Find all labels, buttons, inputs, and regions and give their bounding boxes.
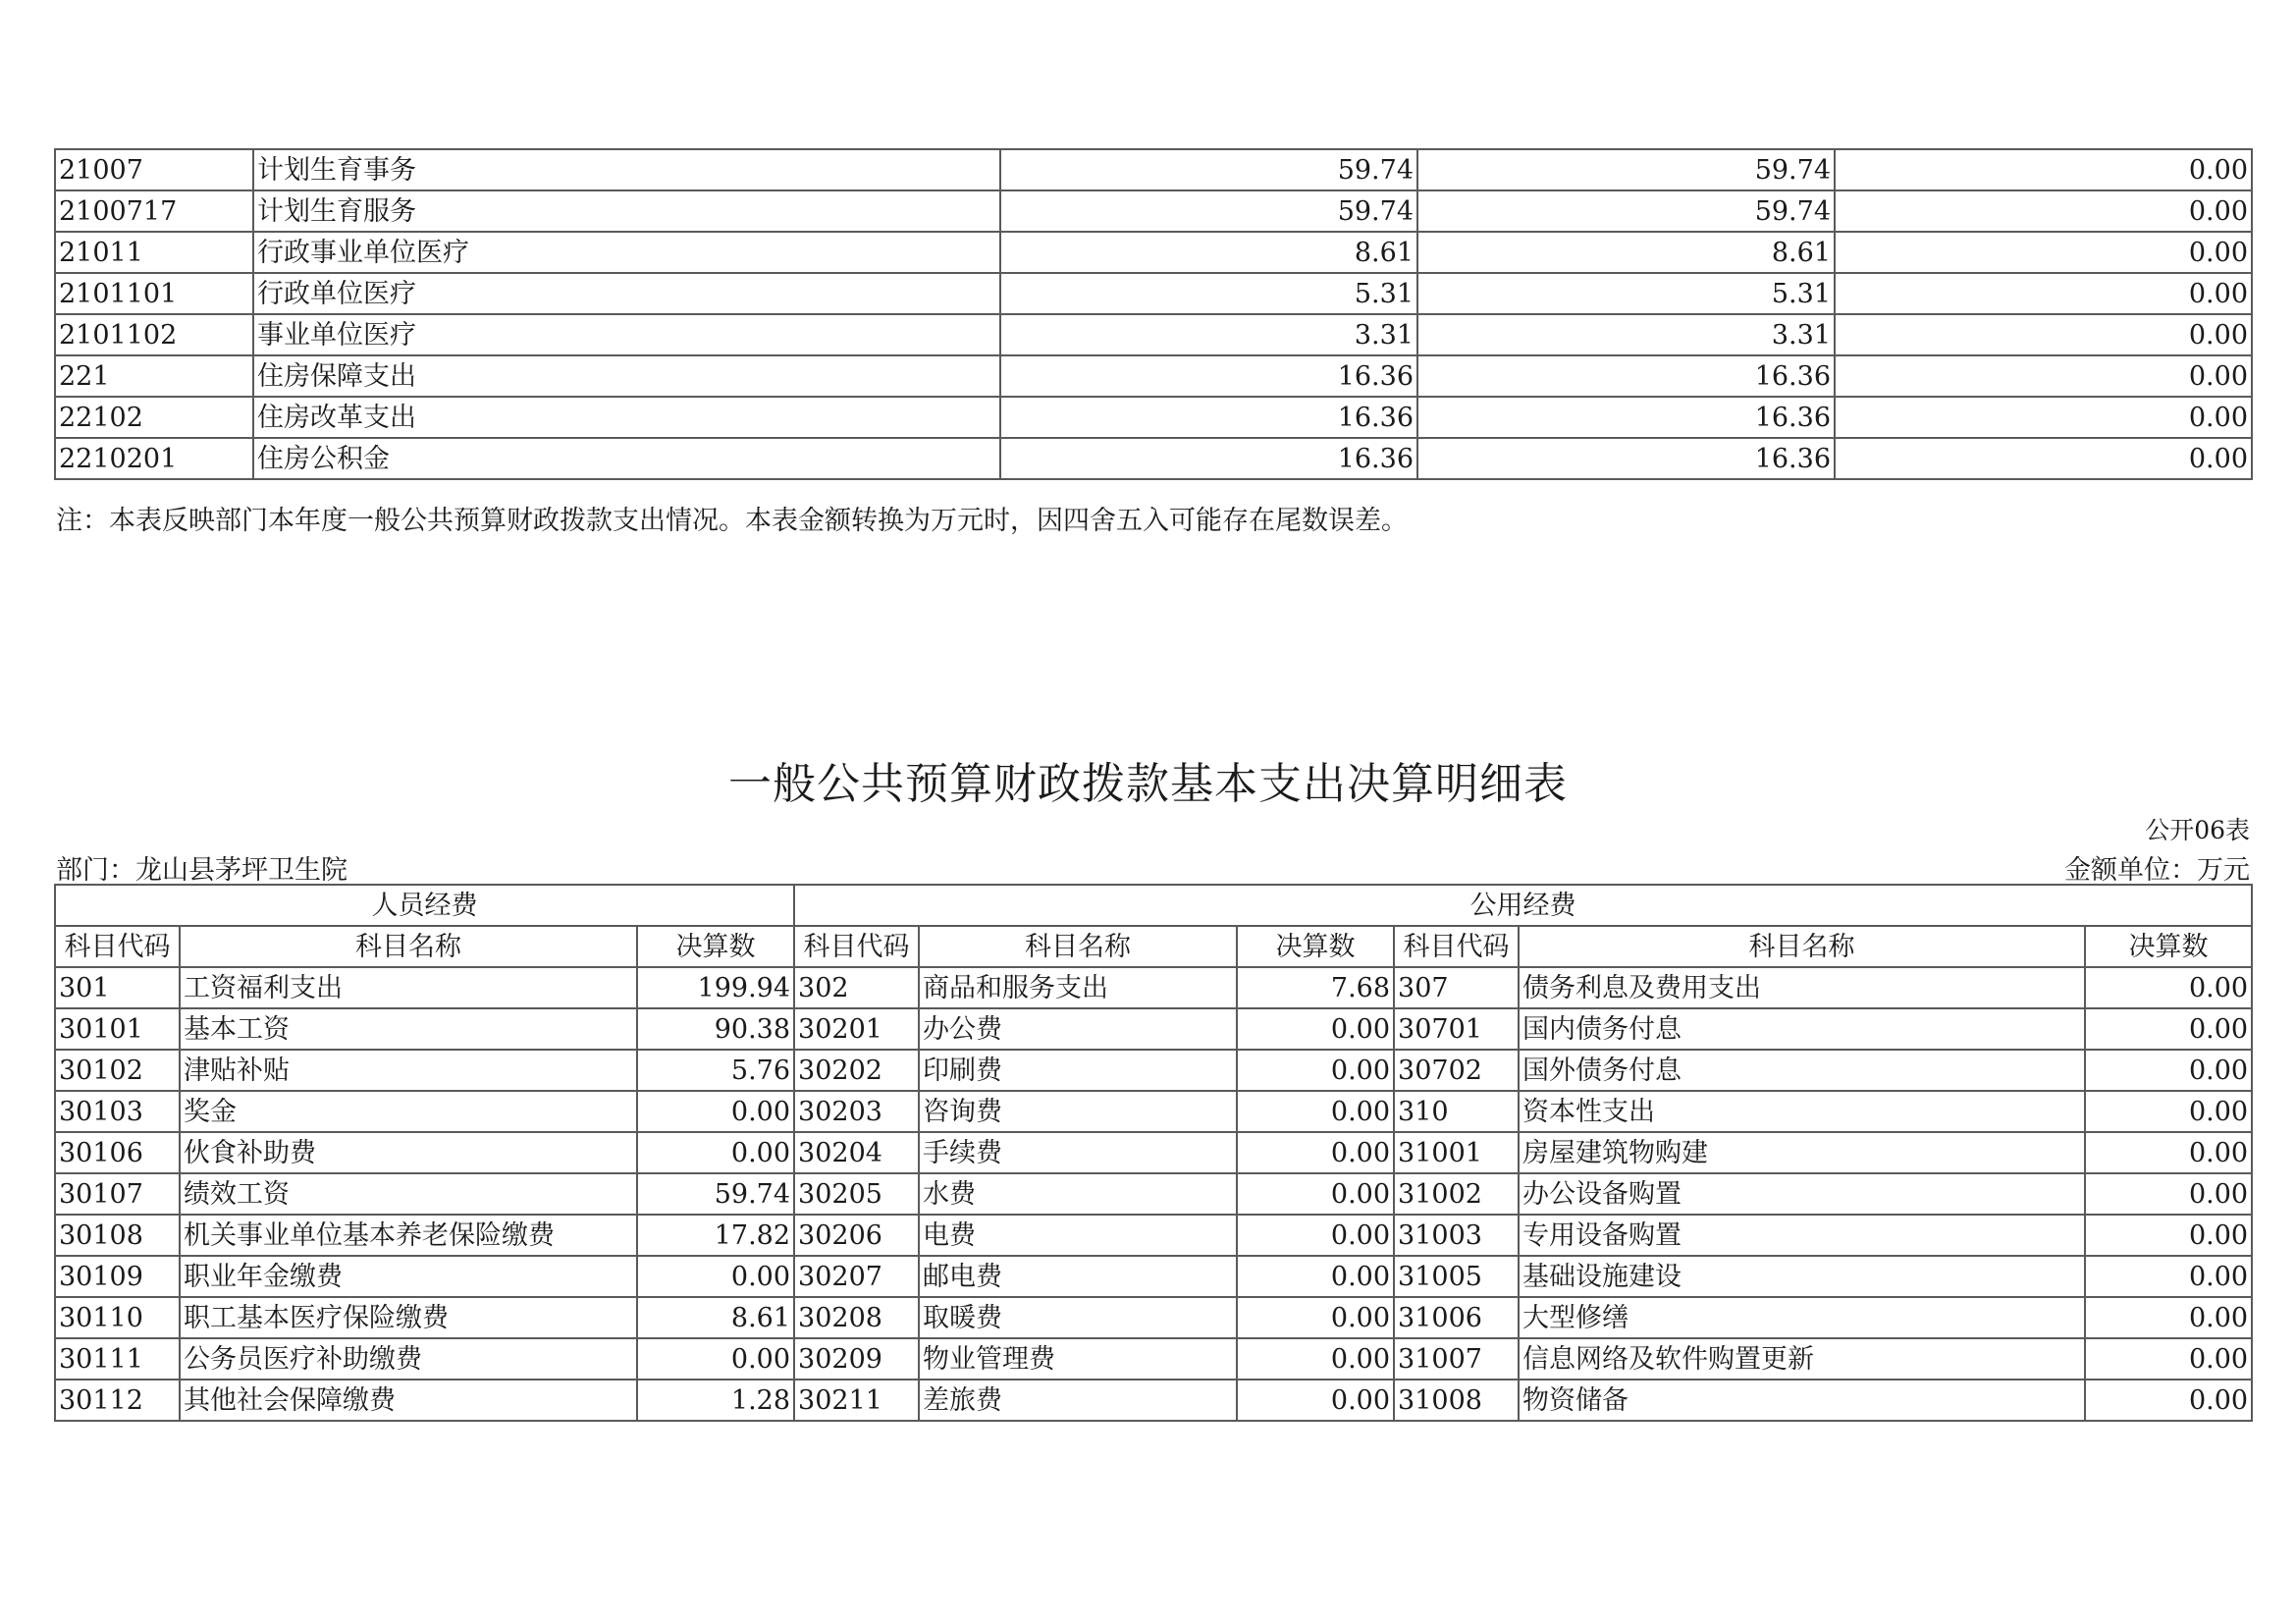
personnel-name-cell: 职业年金缴费	[180, 1256, 637, 1297]
public-name-cell: 手续费	[919, 1132, 1237, 1173]
personnel-name-cell: 伙食补助费	[180, 1132, 637, 1173]
public-code-cell: 31003	[1394, 1215, 1519, 1256]
table-row	[55, 397, 2252, 438]
personnel-name-cell: 其他社会保障缴费	[180, 1380, 637, 1421]
detail-table-body	[55, 967, 2252, 1421]
public-amount-cell: 0.00	[2085, 1008, 2252, 1050]
basic-expense-cell: 5.31	[1417, 273, 1835, 314]
table-row	[55, 1297, 2252, 1338]
table-row	[55, 232, 2252, 273]
personnel-amount-cell: 0.00	[637, 1338, 794, 1380]
personnel-amount-cell: 1.28	[637, 1380, 794, 1421]
public-amount-cell: 0.00	[1237, 1297, 1394, 1338]
public-code-cell: 30202	[794, 1050, 919, 1091]
public-code-cell: 30209	[794, 1338, 919, 1380]
personnel-amount-cell: 5.76	[637, 1050, 794, 1091]
personnel-code-cell: 30101	[55, 1008, 180, 1050]
basic-expense-cell: 16.36	[1417, 355, 1835, 397]
public-amount-cell: 0.00	[2085, 1050, 2252, 1091]
table-row	[55, 438, 2252, 479]
subject-code-cell: 2101101	[55, 273, 253, 314]
public-expense-header: 公用经费	[794, 885, 2252, 926]
public-amount-cell: 0.00	[2085, 1256, 2252, 1297]
public-code-cell: 30206	[794, 1215, 919, 1256]
column-header-amount: 决算数	[1237, 926, 1394, 967]
table-row	[55, 314, 2252, 355]
public-name-cell: 差旅费	[919, 1380, 1237, 1421]
basic-expense-cell: 59.74	[1417, 190, 1835, 232]
public-code-cell: 310	[1394, 1091, 1519, 1132]
column-header-code: 科目代码	[794, 926, 919, 967]
personnel-code-cell: 30112	[55, 1380, 180, 1421]
public-code-cell: 30201	[794, 1008, 919, 1050]
basic-expense-cell: 3.31	[1417, 314, 1835, 355]
personnel-code-cell: 30107	[55, 1173, 180, 1215]
table-row	[55, 1008, 2252, 1050]
public-code-cell: 30205	[794, 1173, 919, 1215]
public-code-cell: 30701	[1394, 1008, 1519, 1050]
table-row	[55, 967, 2252, 1008]
basic-expense-cell: 16.36	[1417, 397, 1835, 438]
personnel-expense-header: 人员经费	[55, 885, 794, 926]
public-code-cell: 307	[1394, 967, 1519, 1008]
public-code-cell: 31002	[1394, 1173, 1519, 1215]
total-amount-cell: 8.61	[1000, 232, 1417, 273]
public-code-cell: 31007	[1394, 1338, 1519, 1380]
personnel-code-cell: 30110	[55, 1297, 180, 1338]
public-name-cell: 债务利息及费用支出	[1519, 967, 2085, 1008]
public-name-cell: 物资储备	[1519, 1380, 2085, 1421]
public-code-cell: 31008	[1394, 1380, 1519, 1421]
personnel-code-cell: 30111	[55, 1338, 180, 1380]
public-amount-cell: 0.00	[1237, 1008, 1394, 1050]
total-amount-cell: 16.36	[1000, 397, 1417, 438]
personnel-name-cell: 奖金	[180, 1091, 637, 1132]
public-name-cell: 印刷费	[919, 1050, 1237, 1091]
public-name-cell: 国内债务付息	[1519, 1008, 2085, 1050]
public-code-cell: 30702	[1394, 1050, 1519, 1091]
form-number: 公开06表	[2145, 816, 2250, 844]
column-header-name: 科目名称	[919, 926, 1237, 967]
personnel-name-cell: 津贴补贴	[180, 1050, 637, 1091]
subject-code-cell: 2210201	[55, 438, 253, 479]
public-name-cell: 房屋建筑物购建	[1519, 1132, 2085, 1173]
subject-code-cell: 2101102	[55, 314, 253, 355]
table-row	[55, 355, 2252, 397]
table-row	[55, 190, 2252, 232]
public-code-cell: 30203	[794, 1091, 919, 1132]
amount-unit-label: 金额单位：万元	[2064, 855, 2250, 886]
public-name-cell: 国外债务付息	[1519, 1050, 2085, 1091]
subject-name-cell: 计划生育事务	[253, 149, 1000, 190]
table-row	[55, 1091, 2252, 1132]
public-amount-cell: 0.00	[2085, 1215, 2252, 1256]
personnel-name-cell: 机关事业单位基本养老保险缴费	[180, 1215, 637, 1256]
personnel-amount-cell: 0.00	[637, 1132, 794, 1173]
column-header-name: 科目名称	[180, 926, 637, 967]
public-name-cell: 电费	[919, 1215, 1237, 1256]
table-row	[55, 1215, 2252, 1256]
public-name-cell: 信息网络及软件购置更新	[1519, 1338, 2085, 1380]
personnel-amount-cell: 199.94	[637, 967, 794, 1008]
table-row	[55, 1256, 2252, 1297]
table-row	[55, 1173, 2252, 1215]
public-amount-cell: 0.00	[2085, 1297, 2252, 1338]
public-name-cell: 水费	[919, 1173, 1237, 1215]
personnel-name-cell: 工资福利支出	[180, 967, 637, 1008]
table-row	[55, 149, 2252, 190]
project-expense-cell: 0.00	[1835, 232, 2252, 273]
table-row	[55, 1380, 2252, 1421]
subject-code-cell: 2100717	[55, 190, 253, 232]
column-header-amount: 决算数	[2085, 926, 2252, 967]
public-amount-cell: 0.00	[1237, 1380, 1394, 1421]
personnel-amount-cell: 8.61	[637, 1297, 794, 1338]
public-amount-cell: 0.00	[2085, 1091, 2252, 1132]
public-code-cell: 302	[794, 967, 919, 1008]
public-amount-cell: 0.00	[1237, 1132, 1394, 1173]
public-amount-cell: 0.00	[2085, 967, 2252, 1008]
table-row	[55, 273, 2252, 314]
total-amount-cell: 3.31	[1000, 314, 1417, 355]
public-amount-cell: 0.00	[1237, 1173, 1394, 1215]
personnel-amount-cell: 0.00	[637, 1256, 794, 1297]
subject-name-cell: 事业单位医疗	[253, 314, 1000, 355]
personnel-amount-cell: 59.74	[637, 1173, 794, 1215]
public-amount-cell: 0.00	[1237, 1050, 1394, 1091]
total-amount-cell: 16.36	[1000, 355, 1417, 397]
subject-name-cell: 住房保障支出	[253, 355, 1000, 397]
public-name-cell: 邮电费	[919, 1256, 1237, 1297]
column-header-code: 科目代码	[1394, 926, 1519, 967]
public-name-cell: 商品和服务支出	[919, 967, 1237, 1008]
project-expense-cell: 0.00	[1835, 190, 2252, 232]
public-amount-cell: 0.00	[2085, 1338, 2252, 1380]
subject-code-cell: 21007	[55, 149, 253, 190]
detail-table-title: 一般公共预算财政拨款基本支出决算明细表	[728, 759, 1568, 809]
expenditure-continuation-table	[54, 148, 2253, 480]
total-amount-cell: 59.74	[1000, 190, 1417, 232]
subject-code-cell: 22102	[55, 397, 253, 438]
public-amount-cell: 7.68	[1237, 967, 1394, 1008]
project-expense-cell: 0.00	[1835, 273, 2252, 314]
total-amount-cell: 16.36	[1000, 438, 1417, 479]
public-code-cell: 30211	[794, 1380, 919, 1421]
table-row	[55, 1050, 2252, 1091]
personnel-code-cell: 30106	[55, 1132, 180, 1173]
basic-expense-cell: 8.61	[1417, 232, 1835, 273]
public-code-cell: 31006	[1394, 1297, 1519, 1338]
public-name-cell: 取暖费	[919, 1297, 1237, 1338]
column-header-amount: 决算数	[637, 926, 794, 967]
personnel-code-cell: 30103	[55, 1091, 180, 1132]
personnel-code-cell: 30109	[55, 1256, 180, 1297]
personnel-code-cell: 30102	[55, 1050, 180, 1091]
project-expense-cell: 0.00	[1835, 438, 2252, 479]
personnel-name-cell: 绩效工资	[180, 1173, 637, 1215]
personnel-name-cell: 职工基本医疗保险缴费	[180, 1297, 637, 1338]
project-expense-cell: 0.00	[1835, 149, 2252, 190]
department-label: 部门：龙山县茅坪卫生院	[56, 855, 347, 886]
public-name-cell: 办公费	[919, 1008, 1237, 1050]
subject-name-cell: 住房改革支出	[253, 397, 1000, 438]
public-code-cell: 31001	[1394, 1132, 1519, 1173]
personnel-name-cell: 基本工资	[180, 1008, 637, 1050]
public-name-cell: 基础设施建设	[1519, 1256, 2085, 1297]
subject-name-cell: 住房公积金	[253, 438, 1000, 479]
public-name-cell: 办公设备购置	[1519, 1173, 2085, 1215]
table-note: 注：本表反映部门本年度一般公共预算财政拨款支出情况。本表金额转换为万元时，因四舍五入可能存在尾数误差。	[56, 506, 1408, 536]
public-amount-cell: 0.00	[2085, 1132, 2252, 1173]
public-code-cell: 30207	[794, 1256, 919, 1297]
basic-expense-cell: 16.36	[1417, 438, 1835, 479]
basic-expenditure-detail-table	[54, 884, 2253, 1422]
personnel-name-cell: 公务员医疗补助缴费	[180, 1338, 637, 1380]
table-row	[55, 1338, 2252, 1380]
total-amount-cell: 5.31	[1000, 273, 1417, 314]
column-header-row	[55, 926, 2252, 967]
table-row	[55, 1132, 2252, 1173]
public-name-cell: 大型修缮	[1519, 1297, 2085, 1338]
public-amount-cell: 0.00	[2085, 1173, 2252, 1215]
personnel-code-cell: 30108	[55, 1215, 180, 1256]
personnel-amount-cell: 0.00	[637, 1091, 794, 1132]
subject-name-cell: 行政事业单位医疗	[253, 232, 1000, 273]
public-code-cell: 31005	[1394, 1256, 1519, 1297]
column-header-name: 科目名称	[1519, 926, 2085, 967]
personnel-amount-cell: 90.38	[637, 1008, 794, 1050]
public-amount-cell: 0.00	[1237, 1215, 1394, 1256]
total-amount-cell: 59.74	[1000, 149, 1417, 190]
public-amount-cell: 0.00	[1237, 1091, 1394, 1132]
subject-code-cell: 21011	[55, 232, 253, 273]
public-code-cell: 30204	[794, 1132, 919, 1173]
personnel-code-cell: 301	[55, 967, 180, 1008]
public-amount-cell: 0.00	[1237, 1338, 1394, 1380]
subject-code-cell: 221	[55, 355, 253, 397]
basic-expense-cell: 59.74	[1417, 149, 1835, 190]
public-code-cell: 30208	[794, 1297, 919, 1338]
personnel-amount-cell: 17.82	[637, 1215, 794, 1256]
project-expense-cell: 0.00	[1835, 397, 2252, 438]
group-header-row	[55, 885, 2252, 926]
subject-name-cell: 行政单位医疗	[253, 273, 1000, 314]
project-expense-cell: 0.00	[1835, 355, 2252, 397]
public-name-cell: 物业管理费	[919, 1338, 1237, 1380]
expenditure-continuation-body	[55, 149, 2252, 479]
column-header-code: 科目代码	[55, 926, 180, 967]
project-expense-cell: 0.00	[1835, 314, 2252, 355]
public-amount-cell: 0.00	[1237, 1256, 1394, 1297]
public-name-cell: 咨询费	[919, 1091, 1237, 1132]
public-name-cell: 专用设备购置	[1519, 1215, 2085, 1256]
subject-name-cell: 计划生育服务	[253, 190, 1000, 232]
public-name-cell: 资本性支出	[1519, 1091, 2085, 1132]
public-amount-cell: 0.00	[2085, 1380, 2252, 1421]
